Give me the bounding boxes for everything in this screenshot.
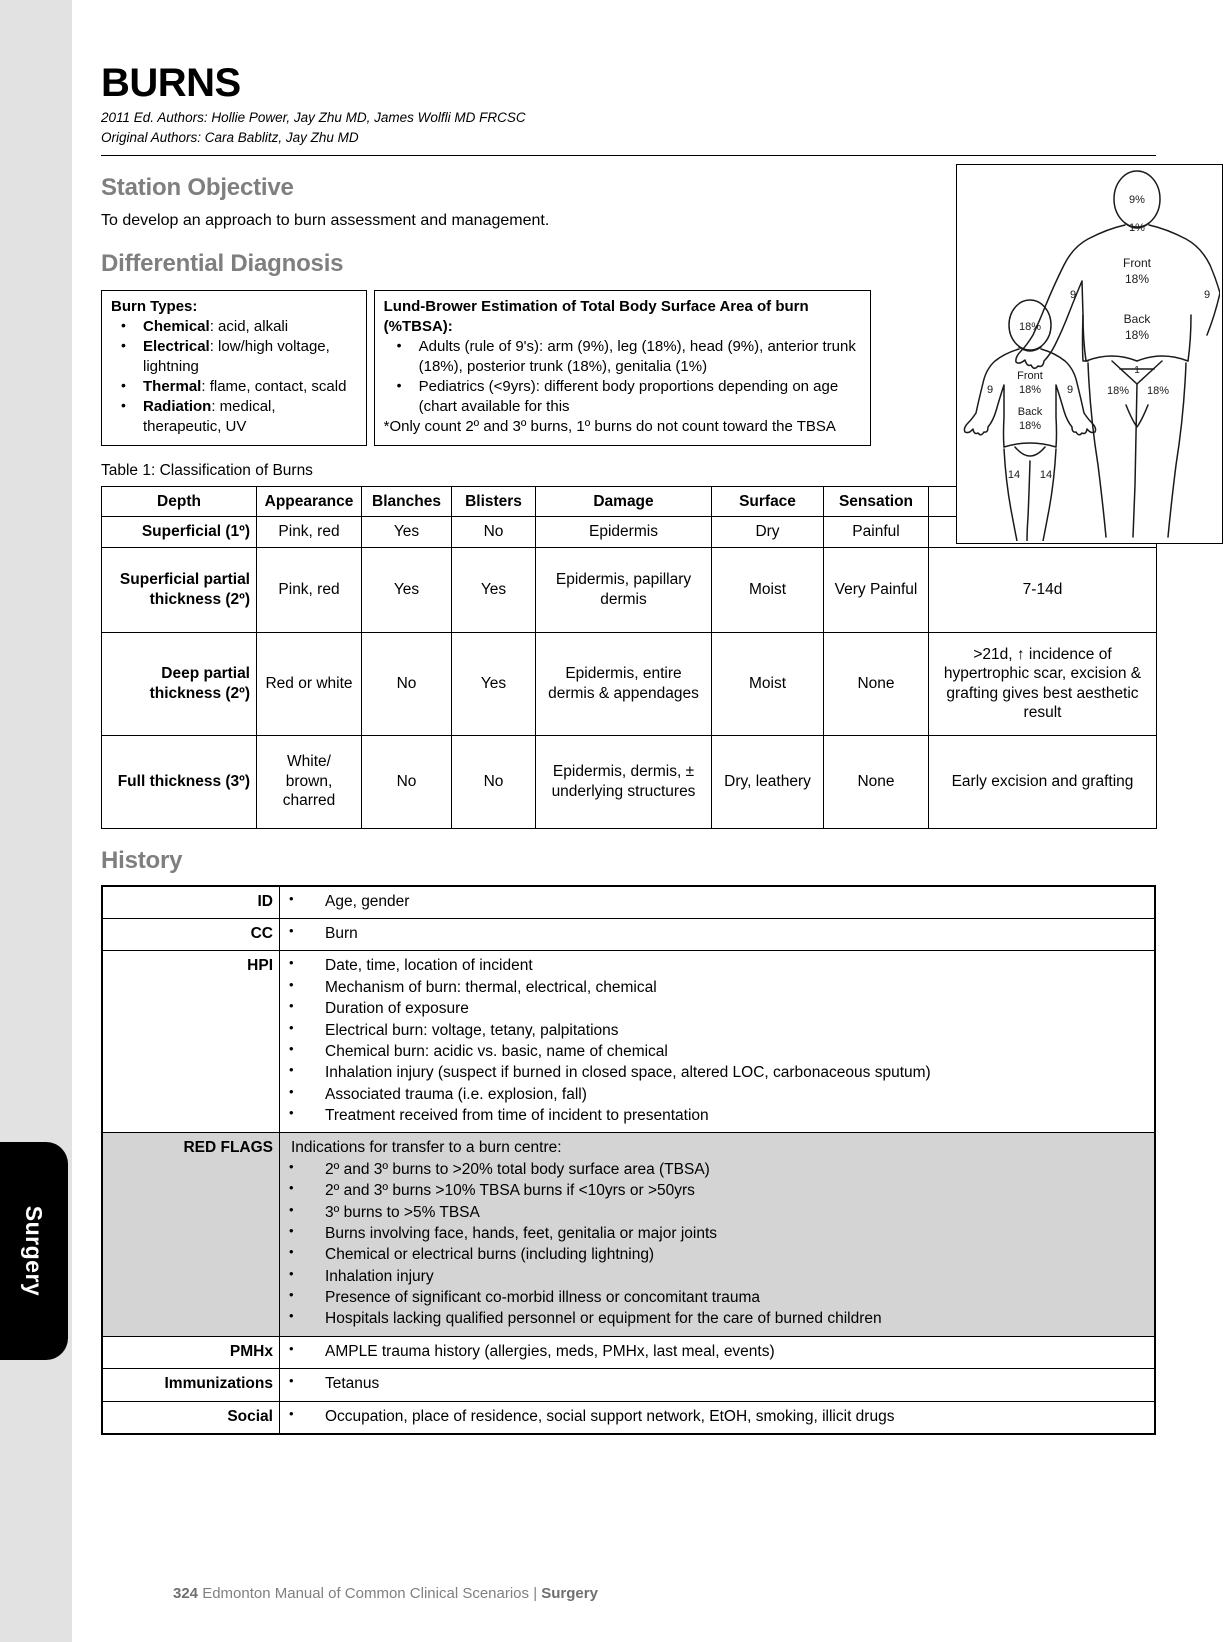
footer-page-number: 324 [173, 1585, 199, 1602]
history-row-pmhx [102, 1336, 1155, 1368]
page-title: BURNS [101, 61, 241, 105]
list-item [111, 397, 357, 437]
child-front-label: Front [1017, 370, 1043, 382]
history-item-list [280, 923, 1148, 944]
list-item: • Chemical or electrical burns (including lightning) [280, 1244, 1148, 1265]
child-arm-left-label: 9 [986, 384, 994, 396]
history-row-content [280, 919, 1156, 951]
history-row-label: RED FLAGS [102, 1133, 280, 1336]
history-row-label: HPI [102, 951, 280, 1133]
differential-diagnosis-heading: Differential Diagnosis [101, 250, 344, 278]
burn-types-title: Burn Types: [111, 298, 198, 316]
burn-type-desc: : acid, alkali [209, 318, 289, 336]
list-item: • Presence of significant co-morbid illness or concomitant trauma [280, 1287, 1148, 1308]
list-item: • Tetanus [280, 1373, 1148, 1394]
cell-blanches: Yes [362, 547, 452, 632]
red-flags-list [280, 1159, 1148, 1330]
list-item: • Inhalation injury [280, 1266, 1148, 1287]
table-row [102, 632, 1157, 735]
column-header-sensation: Sensation [824, 486, 929, 517]
column-header-depth: Depth [102, 486, 257, 517]
cell-damage: Epidermis [536, 517, 712, 548]
child-leg-right-label: 14 [1039, 469, 1053, 481]
history-table [101, 885, 1156, 1435]
cell-sensation: None [824, 632, 929, 735]
footer-text: Edmonton Manual of Common Clinical Scenarios | [202, 1585, 542, 1602]
column-header-blanches: Blanches [362, 486, 452, 517]
list-item: • Electrical burn: voltage, tetany, palpitations [280, 1020, 1148, 1041]
title-divider [101, 155, 1156, 156]
history-row-label: Immunizations [102, 1369, 280, 1401]
column-header-surface: Surface [712, 486, 824, 517]
cell-depth: Superficial (1º) [102, 517, 257, 548]
differential-diagnosis-boxes [101, 290, 871, 446]
history-row-red-flags [102, 1133, 1155, 1336]
tbsa-title-line-2: (%TBSA): [383, 318, 453, 336]
cell-damage: Epidermis, papillary dermis [536, 547, 712, 632]
cell-appearance: White/ brown, charred [257, 735, 362, 828]
adult-leg-left-label: 18% [1106, 385, 1130, 397]
section-side-tab [0, 1142, 68, 1360]
cell-appearance: Red or white [257, 632, 362, 735]
adult-back-value: 18% [1124, 328, 1150, 342]
page-footer [173, 1585, 598, 1602]
child-leg-left-label: 14 [1007, 469, 1021, 481]
list-item [111, 337, 357, 377]
side-tab-label: Surgery [21, 1205, 48, 1297]
list-item: • Hospitals lacking qualified personnel or equipment for the care of burned children [280, 1308, 1148, 1329]
list-item [111, 317, 357, 337]
cell-blisters: Yes [452, 632, 536, 735]
cell-damage: Epidermis, dermis, ± underlying structures [536, 735, 712, 828]
list-item [111, 377, 357, 397]
cell-blisters: No [452, 735, 536, 828]
diagram-labels [987, 194, 1210, 481]
history-row-label: Social [102, 1401, 280, 1434]
burn-type-desc: : medical, therapeutic, UV [143, 397, 276, 435]
cell-surface: Dry [712, 517, 824, 548]
cell-appearance: Pink, red [257, 517, 362, 548]
authors-line-2: Original Authors: Cara Bablitz, Jay Zhu MD [101, 129, 359, 145]
child-back-value: 18% [1018, 420, 1042, 432]
adult-head-label: 9% [1129, 194, 1145, 206]
list-item: • Associated trauma (i.e. explosion, fall) [280, 1084, 1148, 1105]
body-diagram-svg [957, 165, 1220, 541]
cell-blisters: No [452, 517, 536, 548]
history-row-social [102, 1401, 1155, 1434]
classification-table-caption: Table 1: Classification of Burns [101, 461, 313, 479]
burn-type-desc: : flame, contact, scald [201, 377, 347, 395]
adult-front-value: 18% [1124, 272, 1150, 286]
cell-surface: Moist [712, 547, 824, 632]
cell-blanches: Yes [362, 517, 452, 548]
history-item-list [280, 1341, 1148, 1362]
child-arm-right-label: 9 [1066, 384, 1074, 396]
cell-damage: Epidermis, entire dermis & appendages [536, 632, 712, 735]
list-item: • AMPLE trauma history (allergies, meds, PMHx, last meal, events) [280, 1341, 1148, 1362]
burn-type-term: Radiation [143, 397, 212, 415]
burn-type-term: Electrical [143, 338, 210, 355]
list-item: • 2º and 3º burns to >20% total body surface area (TBSA) [280, 1159, 1148, 1180]
list-item: • Date, time, location of incident [280, 955, 1148, 976]
cell-surface: Dry, leathery [712, 735, 824, 828]
cell-appearance: Pink, red [257, 547, 362, 632]
tbsa-note: *Only count 2º and 3º burns, 1º burns do not count toward the TBSA [383, 417, 836, 435]
list-item: • Duration of exposure [280, 998, 1148, 1019]
adult-arm-right-label: 9 [1203, 289, 1211, 301]
history-row-cc [102, 919, 1155, 951]
cell-blisters: Yes [452, 547, 536, 632]
burn-type-desc: : low/high voltage, lightning [143, 338, 330, 375]
footer-section: Surgery [541, 1585, 598, 1602]
history-row-content [280, 1401, 1156, 1434]
tbsa-list [384, 337, 861, 417]
burn-types-box [101, 290, 367, 446]
cell-blanches: No [362, 735, 452, 828]
burn-type-term: Chemical [143, 318, 210, 336]
list-item: • 2º and 3º burns >10% TBSA burns if <10yrs or >50yrs [280, 1180, 1148, 1201]
list-item: • Inhalation injury (suspect if burned in closed space, altered LOC, carbonaceous sputum) [280, 1062, 1148, 1083]
cell-sensation: Painful [824, 517, 929, 548]
history-row-content [280, 1336, 1156, 1368]
list-item: • Treatment received from time of incident to presentation [280, 1105, 1148, 1126]
cell-depth: Full thickness (3º) [102, 735, 257, 828]
history-item-list [280, 891, 1148, 912]
column-header-damage: Damage [536, 486, 712, 517]
cell-healing: >21d, ↑ incidence of hypertrophic scar, excision & grafting gives best aesthetic result [929, 632, 1157, 735]
list-item: • Chemical burn: acidic vs. basic, name of chemical [280, 1041, 1148, 1062]
adult-leg-right-label: 18% [1146, 385, 1170, 397]
history-heading: History [101, 846, 183, 874]
history-row-label: CC [102, 919, 280, 951]
cell-sensation: Very Painful [824, 547, 929, 632]
body-surface-diagram [956, 164, 1223, 544]
cell-healing: Early excision and grafting [929, 735, 1157, 828]
adult-neck-label: 1% [1129, 222, 1145, 234]
station-objective-heading: Station Objective [101, 174, 294, 202]
list-item: • Adults (rule of 9's): arm (9%), leg (18%), head (9%), anterior trunk (18%), posterior trunk (18%), genitalia (1%) [384, 337, 861, 377]
list-item: • Mechanism of burn: thermal, electrical, chemical [280, 977, 1148, 998]
list-item: • Occupation, place of residence, social support network, EtOH, smoking, illicit drugs [280, 1406, 1148, 1427]
authors-line-1: 2011 Ed. Authors: Hollie Power, Jay Zhu MD, James Wolfli MD FRCSC [101, 110, 526, 125]
list-item: • 3º burns to >5% TBSA [280, 1202, 1148, 1223]
adult-genitalia-label: 1 [1134, 365, 1140, 376]
history-item-list [280, 1406, 1148, 1427]
burn-type-term: Thermal [143, 377, 202, 395]
cell-depth: Deep partial thickness (2º) [102, 632, 257, 735]
history-row-content [280, 951, 1156, 1133]
list-item: • Burn [280, 923, 1148, 944]
cell-surface: Moist [712, 632, 824, 735]
column-header-blisters: Blisters [452, 486, 536, 517]
cell-healing: 7-14d [929, 547, 1157, 632]
list-item: • Pediatrics (<9yrs): different body proportions depending on age (chart available for this [384, 377, 861, 417]
station-objective-text: To develop an approach to burn assessment and management. [101, 212, 550, 230]
table-row [102, 735, 1157, 828]
tbsa-title-line-1: Lund-Brower Estimation of Total Body Surface Area of burn [383, 298, 809, 316]
tbsa-box [374, 290, 871, 446]
left-margin-strip [0, 0, 72, 1642]
history-row-immunizations [102, 1369, 1155, 1401]
red-flags-intro: Indications for transfer to a burn centre: [291, 1139, 562, 1157]
child-back-label: Back [1017, 406, 1043, 418]
history-row-content [280, 1133, 1156, 1336]
history-item-list [280, 955, 1148, 1126]
history-item-list [280, 1373, 1148, 1394]
child-head-label: 18% [1018, 321, 1042, 333]
history-row-id [102, 886, 1155, 919]
cell-sensation: None [824, 735, 929, 828]
history-row-hpi [102, 951, 1155, 1133]
history-row-label: PMHx [102, 1336, 280, 1368]
child-front-value: 18% [1018, 384, 1042, 396]
adult-front-label: Front [1122, 256, 1152, 270]
cell-depth: Superficial partial thickness (2º) [102, 547, 257, 632]
column-header-appearance: Appearance [257, 486, 362, 517]
history-row-content [280, 886, 1156, 919]
history-row-content [280, 1369, 1156, 1401]
list-item: • Burns involving face, hands, feet, genitalia or major joints [280, 1223, 1148, 1244]
table-row [102, 547, 1157, 632]
cell-blanches: No [362, 632, 452, 735]
history-row-label: ID [102, 886, 280, 919]
burn-types-list [111, 317, 357, 437]
adult-back-label: Back [1123, 312, 1151, 326]
list-item: • Age, gender [280, 891, 1148, 912]
adult-arm-left-label: 9 [1069, 289, 1077, 301]
page-canvas [72, 0, 1224, 1642]
